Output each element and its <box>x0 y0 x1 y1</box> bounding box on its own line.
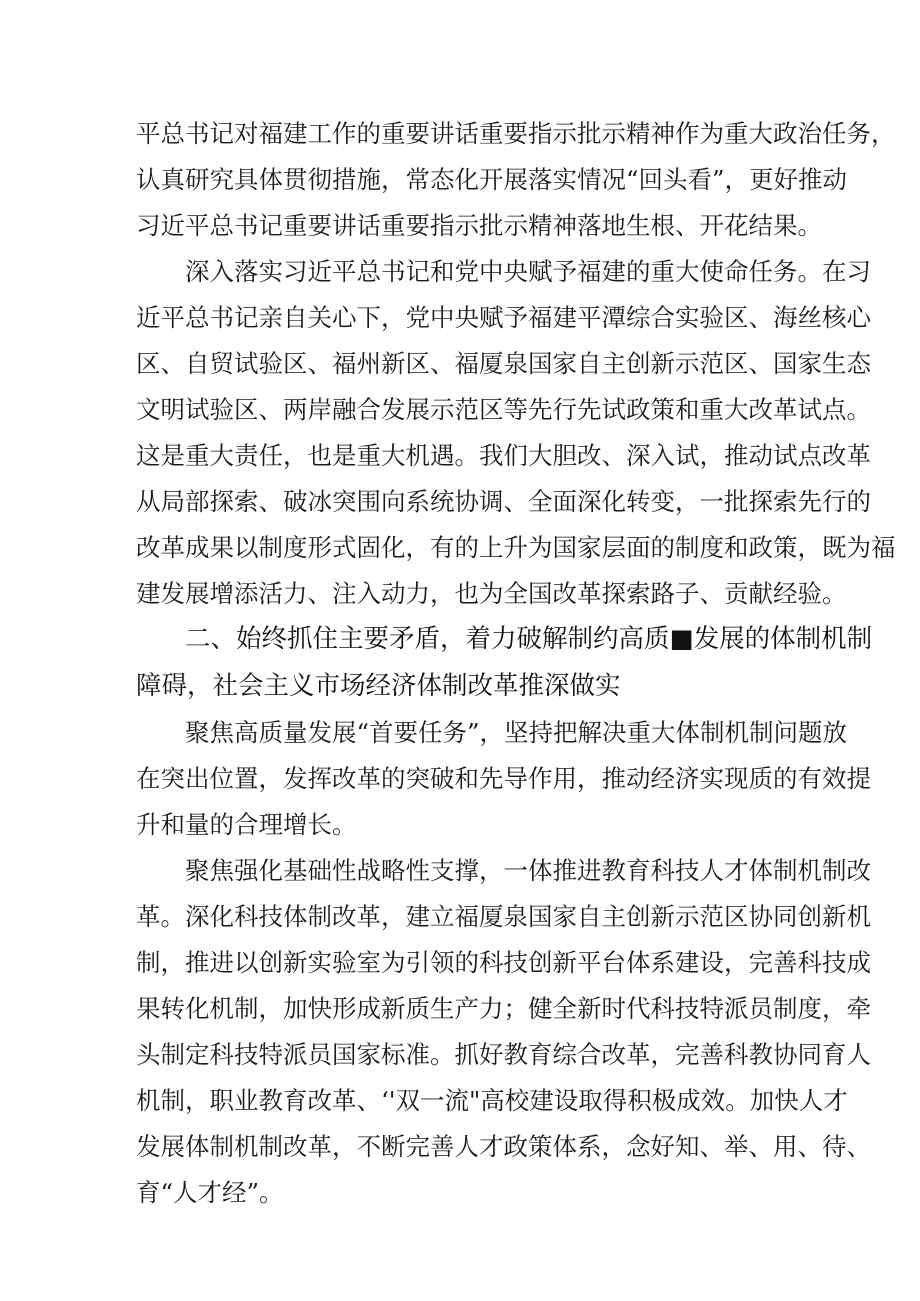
paragraph-line: 文明试验区、两岸融合发展示范区等先行先试政策和重大改革试点。 <box>136 395 871 424</box>
paragraph-line: 平总书记对福建工作的重要讲话重要指示批示精神作为重大政治任务， <box>136 119 896 148</box>
paragraph-line: 建发展增添活力、注入动力，也为全国改革探索路子、贡献经验。 <box>136 579 847 608</box>
paragraph-line: 这是重大责任，也是重大机遇。我们大胆改、深入试，推动试点改革 <box>136 441 871 470</box>
paragraph-line: 认真研究具体贯彻措施，常态化开展落实情况“回头看”，更好推动 <box>136 165 848 194</box>
paragraph-line: 果转化机制，加快形成新质生产力；健全新时代科技特派员制度，牵 <box>136 994 871 1023</box>
paragraph-line: 改革成果以制度形式固化，有的上升为国家层面的制度和政策，既为福 <box>136 533 896 562</box>
paragraph-line: 习近平总书记重要讲话重要指示批示精神落地生根、开花结果。 <box>136 211 822 240</box>
paragraph-line: 近平总书记亲自关心下，党中央赋予福建平潭综合实验区、海丝核心 <box>136 303 871 332</box>
heading-line: 二、始终抓住主要矛盾，着力破解制约高质■发展的体制机制 <box>185 624 873 654</box>
paragraph-line: 聚焦高质量发展“首要任务”，坚持把解决重大体制机制问题放 <box>185 718 848 747</box>
paragraph-line: 头制定科技特派员国家标准。抓好教育综合改革，完善科教协同育人 <box>136 1040 871 1069</box>
paragraph-line: 区、自贸试验区、福州新区、福厦泉国家自主创新示范区、国家生态 <box>136 349 871 378</box>
paragraph-line: 发展体制机制改革，不断完善人才政策体系，念好知、举、用、待、 <box>136 1132 871 1161</box>
paragraph-line: 从局部探索、破冰突围向系统协调、全面深化转变，一批探索先行的 <box>136 487 871 516</box>
paragraph-line: 育“人才经”。 <box>136 1178 284 1207</box>
paragraph-line: 革。深化科技体制改革，建立福厦泉国家自主创新示范区协同创新机 <box>136 902 871 931</box>
paragraph-line: 制，推进以创新实验室为引领的科技创新平台体系建设，完善科技成 <box>136 948 871 977</box>
paragraph-line: 聚焦强化基础性战略性支撑，一体推进教育科技人才体制机制改 <box>185 856 871 885</box>
paragraph-line: 机制，职业教育改革、‘'双一流"高校建设取得积极成效。加快人才 <box>136 1086 848 1115</box>
heading-line: 障碍，社会主义市场经济体制改革推深做实 <box>136 671 621 701</box>
paragraph-line: 升和量的合理增长。 <box>136 810 357 839</box>
paragraph-line: 深入落实习近平总书记和党中央赋予福建的重大使命任务。在习 <box>185 257 871 286</box>
paragraph-line: 在突出位置，发挥改革的突破和先导作用，推动经济实现质的有效提 <box>136 764 871 793</box>
